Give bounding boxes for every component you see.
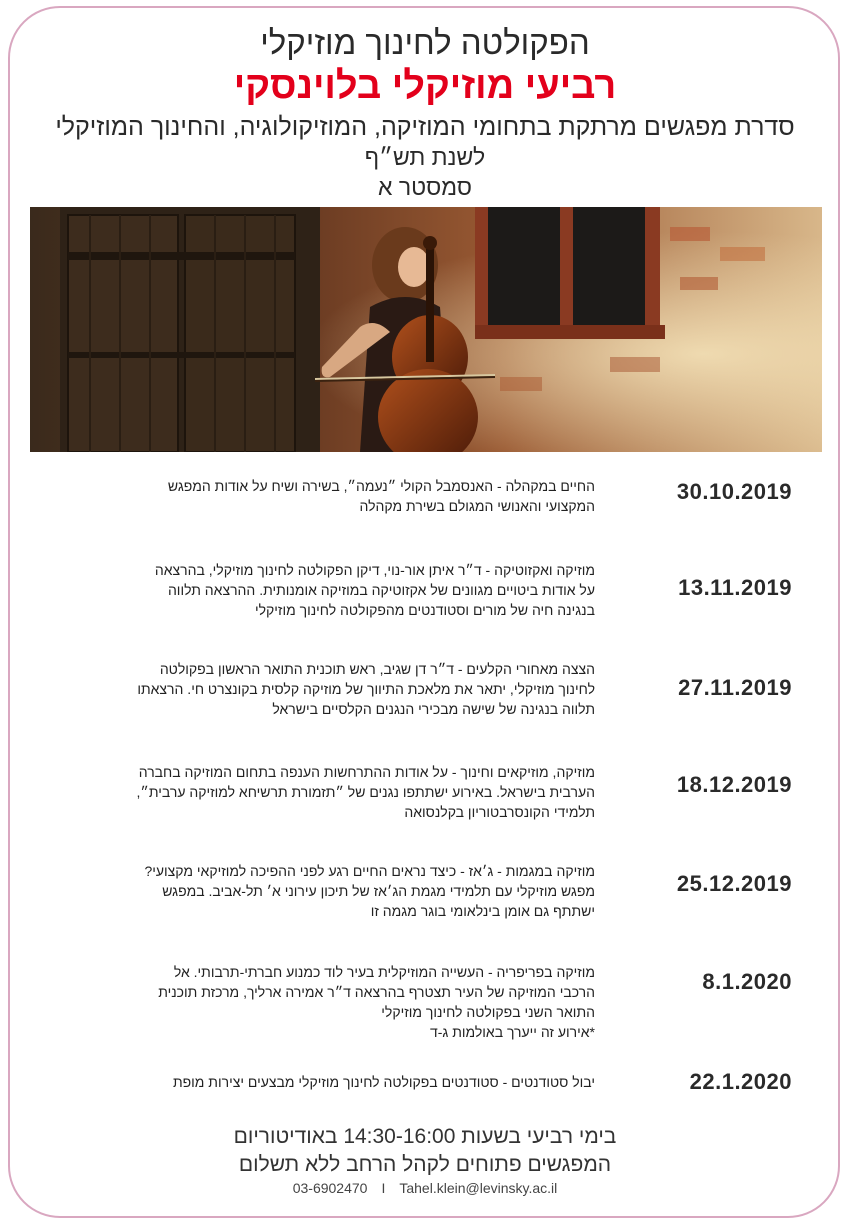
event-date: 13.11.2019: [678, 575, 792, 600]
event-date: 25.12.2019: [676, 871, 792, 896]
event-description: החיים במקהלה - האנסמבל הקולי ״נעמה״, בשירה ושיח על אודות המפגש המקצועי והאנושי המגולם בשירת מקהלה: [167, 478, 595, 514]
subtitle-line2: לשנת תש״ף: [364, 144, 486, 170]
cellist-photo: [30, 207, 822, 452]
event-date: 8.1.2020: [702, 969, 792, 994]
event-date: 30.10.2019: [676, 479, 792, 504]
event-description: מוזיקה בפריפריה - העשייה המוזיקלית בעיר לוד כמנוע חברתי-תרבותי. אל הרכבי המוזיקה של העיר תצטרף בהרצאה ד״ר אמירה ארליך, מרכזת תוכנית התואר השני בפקולטה לחינוך מוזיקלי *אירוע זה ייערך באולמות ג-ד: [158, 964, 595, 1040]
footer: [0, 1123, 850, 1179]
subtitle-line1: סדרת מפגשים מרתקת בתחומי המוזיקה, המוזיקולוגיה, והחינוך המוזיקלי: [55, 113, 795, 141]
open-to-public-note: המפגשים פתוחים לקהל הרחב ללא תשלום: [238, 1153, 612, 1176]
schedule-note: בימי רביעי בשעות 14:30-16:00 באודיטוריום: [233, 1125, 617, 1148]
event-date: 18.12.2019: [676, 772, 792, 797]
event-date: 22.1.2020: [689, 1069, 792, 1094]
faculty-title: הפקולטה לחינוך מוזיקלי: [260, 24, 590, 61]
event-description: מוזיקה, מוזיקאים וחינוך - על אודות ההתרחשות הענפה בתחום המוזיקה בחברה הערבית בישראל. באירוע ישתתפו נגנים של ״תזמורת תרשיחא למוזיקה ערבית״, תלמידי הקונסרבטוריון בקלנסואה: [136, 764, 595, 820]
contact-line: [0, 1180, 850, 1196]
phone-number: 03-6902470: [292, 1180, 368, 1196]
event-description: מוזיקה במגמות - ג׳אז - כיצד נראים החיים רגע לפני ההפיכה למוזיקאי מקצועי? מפגש מוזיקלי עם תלמידי מגמת הג׳אז של תיכון עירוני א׳ תל-אביב. במפגש ישתתף גם אומן בינלאומי בוגר מגמה זו: [144, 863, 595, 919]
event-date: 27.11.2019: [678, 675, 792, 700]
event-description: יבול סטודנטים - סטודנטים בפקולטה לחינוך מוזיקלי מבצעים יצירות מופת: [172, 1074, 595, 1090]
series-title: רביעי מוזיקלי בלוינסקי: [233, 65, 617, 107]
semester-label: סמסטר א: [378, 174, 472, 200]
contact-separator: I: [381, 1180, 386, 1196]
header: [0, 22, 850, 202]
event-description: הצצה מאחורי הקלעים - ד״ר דן שגיב, ראש תוכנית התואר הראשון בפקולטה לחינוך מוזיקלי, יתאר את מלאכת התיווך של מוזיקה קלסית בקונצרט חי. הרצאתו תלווה בנגינה של שישה מבכירי הנגנים הקלסיים בישראל: [137, 661, 595, 717]
event-description: מוזיקה ואקזוטיקה - ד״ר איתן אור-נוי, דיקן הפקולטה לחינוך מוזיקלי, בהרצאה על אודות ביטויים מגוונים של אקזוטיקה במוזיקה אומנותית. ההרצאה תלווה בנגינה חיה של מורים וסטודנטים מהפקולטה לחינוך מוזיקלי: [154, 562, 595, 618]
email-link[interactable]: Tahel.klein@levinsky.ac.il: [399, 1180, 558, 1196]
